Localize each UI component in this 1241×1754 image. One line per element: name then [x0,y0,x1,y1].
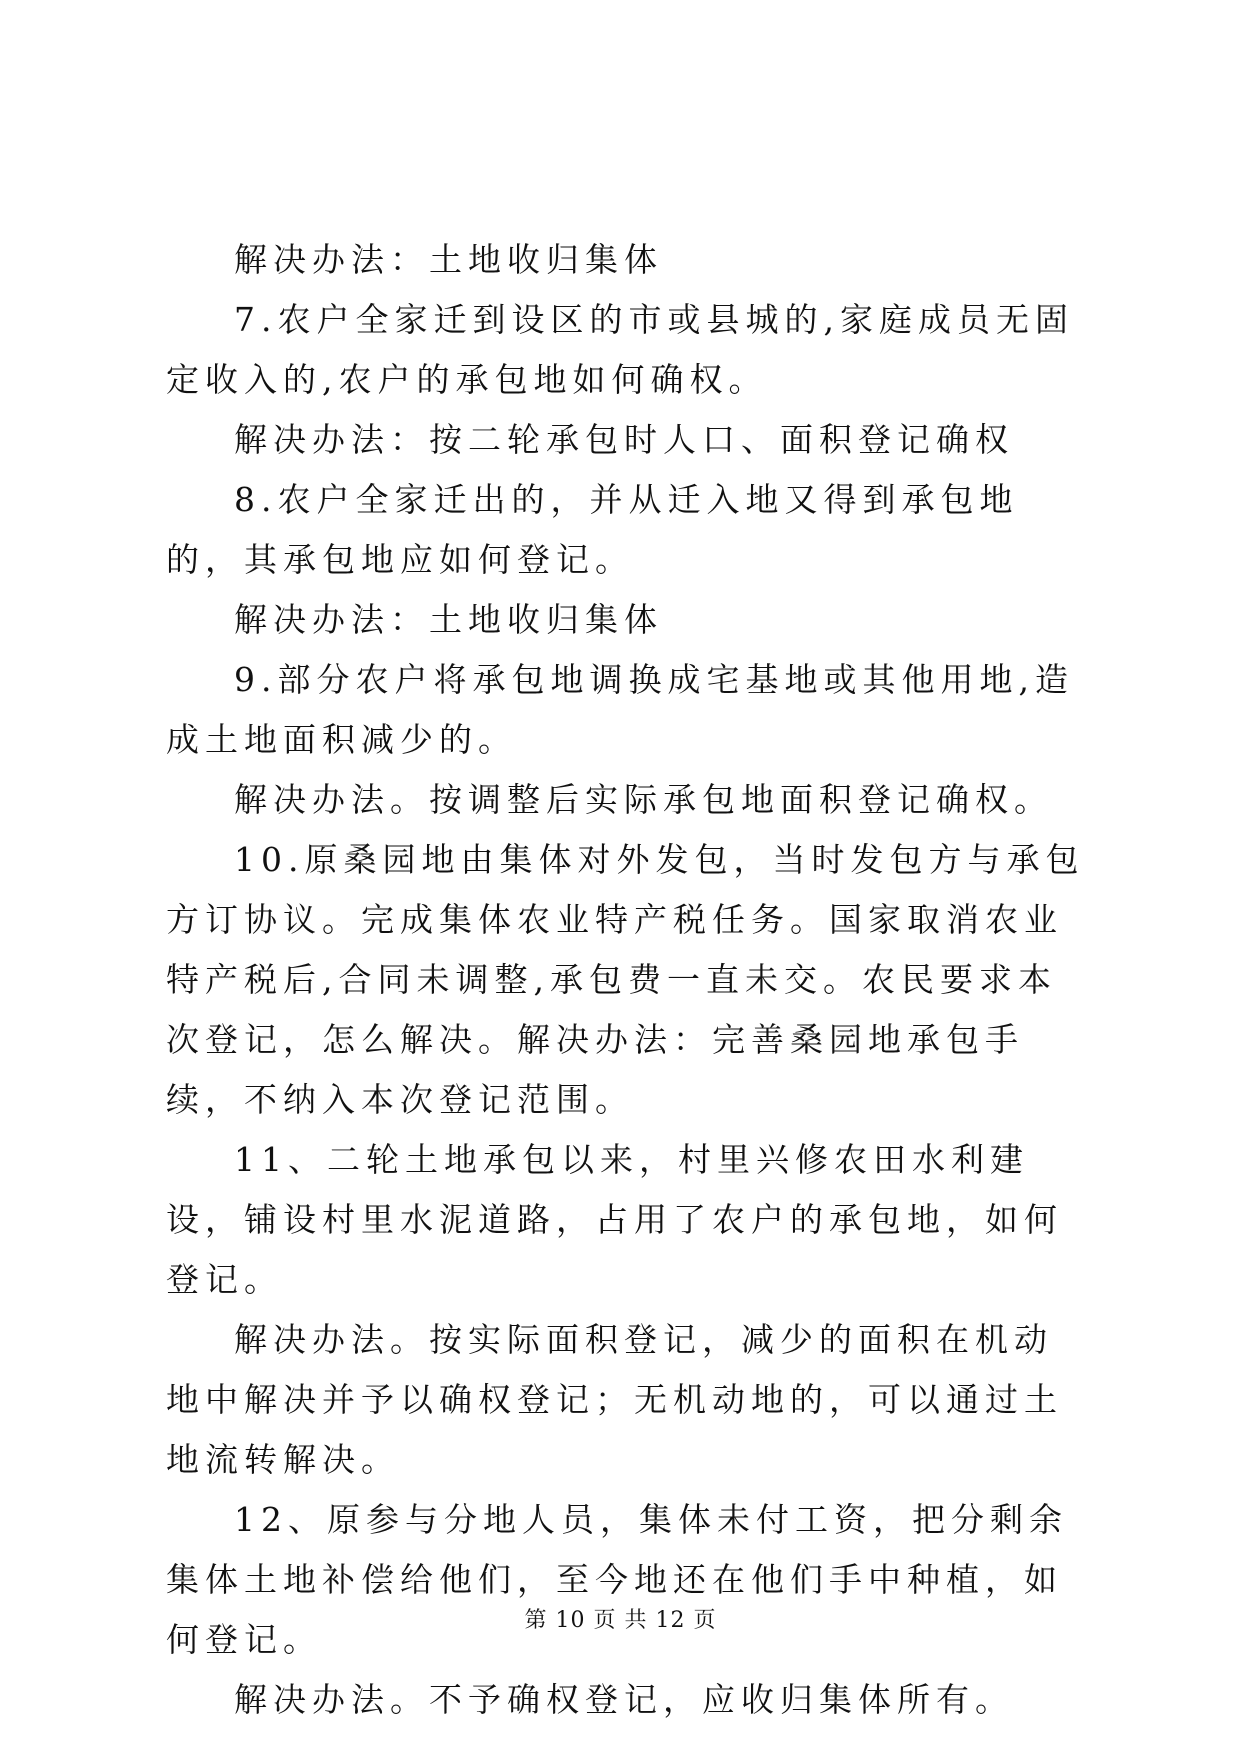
page-footer: 第 10 页 共 12 页 [524,1608,717,1633]
paragraph: 7.农户全家迁到设区的市或县城的,家庭成员无固定收入的,农户的承包地如何确权。 [166,300,1074,399]
paragraph: 12、原参与分地人员，集体未付工资，把分剩余集体土地补偿给他们，至今地还在他们手中种植，如何登记。 [166,1500,1068,1659]
paragraph: 解决办法。按调整后实际承包地面积登记确权。 [234,780,1053,819]
paragraph: 解决办法。不予确权登记，应收归集体所有。 [234,1680,1014,1719]
document-body [166,230,1086,1730]
paragraph: 9.部分农户将承包地调换成宅基地或其他用地,造成土地面积减少的。 [166,660,1074,759]
paragraph: 解决办法。按实际面积登记，减少的面积在机动地中解决并予以确权登记；无机动地的，可以通过土地流转解决。 [166,1320,1063,1479]
paragraph: 解决办法：土地收归集体 [234,600,663,639]
paragraph: 10.原桑园地由集体对外发包，当时发包方与承包方订协议。完成集体农业特产税任务。国家取消农业特产税后,合同未调整,承包费一直未交。农民要求本次登记，怎么解决。解决办法：完善桑园地承包手续，不纳入本次登记范围。 [166,840,1085,1119]
paragraph: 解决办法：土地收归集体 [234,240,663,279]
paragraph: 解决办法：按二轮承包时人口、面积登记确权 [234,420,1014,459]
paragraph: 8.农户全家迁出的，并从迁入地又得到承包地的，其承包地应如何登记。 [166,480,1019,579]
paragraph: 11、二轮土地承包以来，村里兴修农田水利建设，铺设村里水泥道路，占用了农户的承包地，如何登记。 [166,1140,1063,1299]
